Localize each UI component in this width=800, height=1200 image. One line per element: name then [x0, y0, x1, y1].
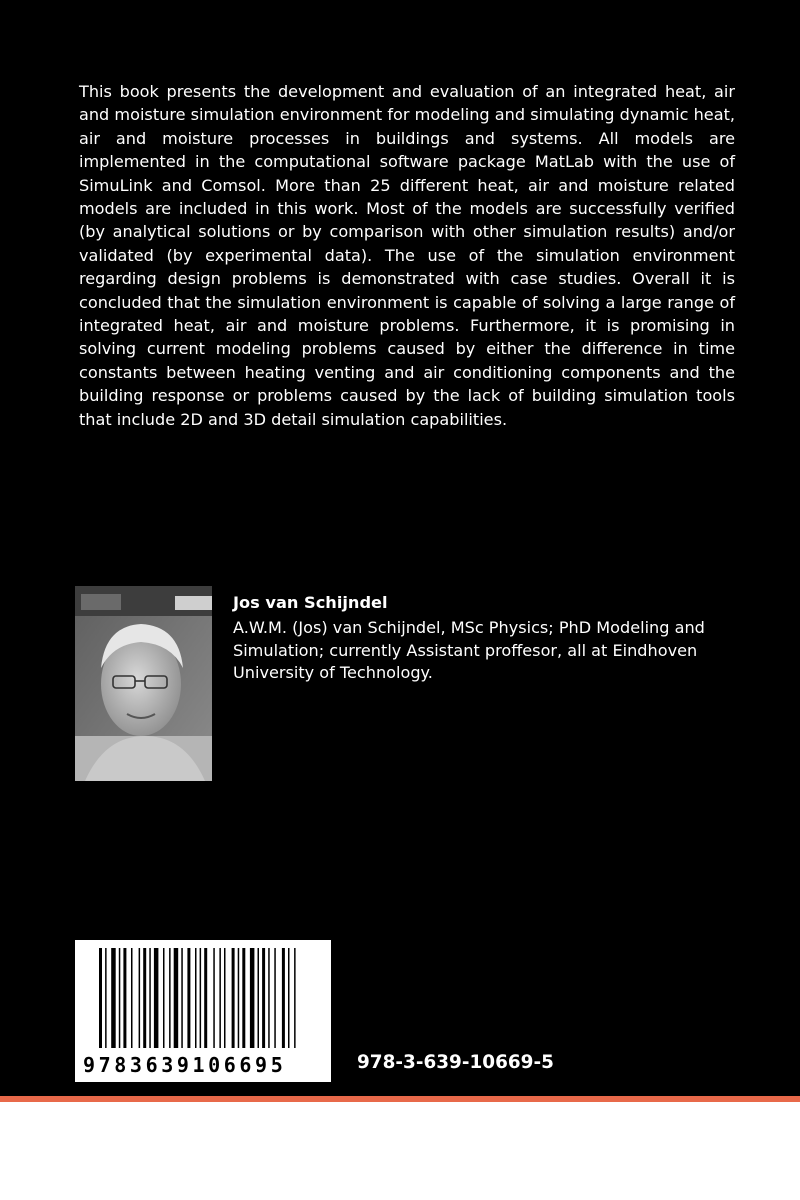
barcode-bar	[174, 948, 179, 1048]
barcode-bar	[169, 948, 171, 1048]
barcode-bar	[232, 948, 235, 1048]
barcode-bar	[204, 948, 207, 1048]
barcode-bar	[105, 948, 107, 1048]
barcode-bar	[195, 948, 197, 1048]
barcode-bar	[123, 948, 126, 1048]
barcode-bar	[294, 948, 296, 1048]
barcode-bar	[282, 948, 285, 1048]
barcode-bar	[163, 948, 165, 1048]
author-name: Jos van Schijndel	[233, 593, 388, 612]
barcode-bar	[131, 948, 133, 1048]
barcode-bar	[258, 948, 260, 1048]
barcode-bar	[181, 948, 183, 1048]
barcode-bar	[250, 948, 255, 1048]
barcode-bar	[219, 948, 221, 1048]
barcode-bar	[149, 948, 151, 1048]
barcode-bar	[139, 948, 141, 1048]
barcode-bar	[99, 948, 102, 1048]
isbn-number: 978-3-639-10669-5	[357, 1052, 554, 1073]
barcode-bar	[288, 948, 290, 1048]
barcode-bar	[262, 948, 265, 1048]
barcode-bar	[268, 948, 270, 1048]
author-photo	[75, 586, 212, 781]
barcode-bar	[238, 948, 240, 1048]
barcode	[75, 940, 331, 1082]
barcode-bar	[111, 948, 116, 1048]
barcode-bar	[187, 948, 190, 1048]
barcode-bar	[200, 948, 202, 1048]
barcode-bar	[143, 948, 146, 1048]
barcode-bar	[119, 948, 121, 1048]
book-description: This book presents the development and evaluation of an integrated heat, air and moisture simulation environment for modeling and simulating dynamic heat, air and moisture processes in buildings and systems. All models are implemented in the computational software package MatLab with the use of SimuLink and Comsol. More than 25 different heat, air and moisture related models are included in this work. Most of the models are successfully verified (by analytical solutions or by comparison with other simulation results) and/or validated (by experimental data). The use of the simulation environment regarding design problems is demonstrated with case studies. Overall it is concluded that the simulation environment is capable of solving a large range of integrated heat, air and moisture problems. Furthermore, it is promising in solving current modeling problems caused by either the difference in time constants between heating venting and air conditioning components and the building response or problems caused by the lack of building simulation tools that include 2D and 3D detail simulation capabilities.	[79, 82, 735, 429]
author-portrait-image	[75, 586, 212, 781]
barcode-bar	[154, 948, 159, 1048]
accent-stripe	[0, 1096, 800, 1102]
barcode-bar	[242, 948, 245, 1048]
barcode-bar	[224, 948, 226, 1048]
barcode-bar	[213, 948, 215, 1048]
barcode-digits: 9783639106695	[83, 1053, 287, 1077]
barcode-bar	[274, 948, 276, 1048]
author-bio: A.W.M. (Jos) van Schijndel, MSc Physics; PhD Modeling and Simulation; currently Assistant proffesor, all at Eindhoven University of Technology.	[233, 618, 705, 682]
